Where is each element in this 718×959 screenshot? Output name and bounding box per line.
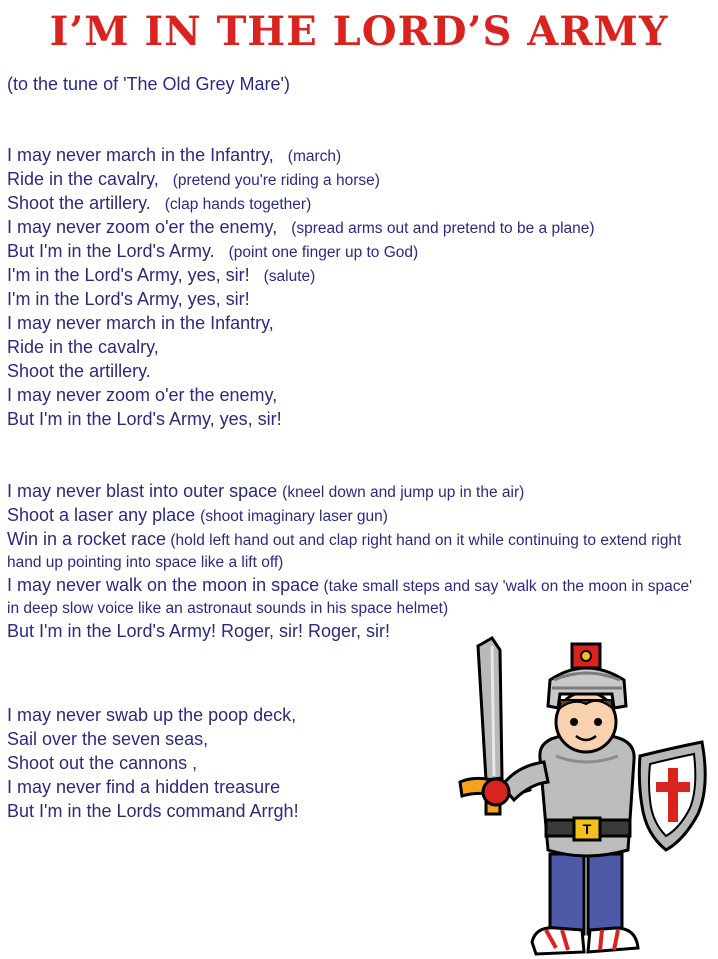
verse1-line-4 <box>7 216 595 240</box>
action-note: (point one finger up to God) <box>228 244 419 261</box>
lyric: I may never walk on the moon in space <box>7 575 320 595</box>
action-note: (clap hands together) <box>164 196 312 213</box>
verse2-line-2 <box>7 504 388 528</box>
verse1-line-9: Ride in the cavalry, <box>7 337 159 357</box>
verse1-line-8: I may never march in the Infantry, <box>7 313 274 333</box>
lyric: Shoot the artillery. <box>7 193 151 213</box>
verse2-line-4 <box>7 574 702 620</box>
lyric: I may never march in the Infantry, <box>7 145 274 165</box>
verse1-line-12: But I'm in the Lord's Army, yes, sir! <box>7 409 282 429</box>
svg-text:T: T <box>582 821 592 837</box>
verse1-line-3 <box>7 192 311 216</box>
tune-subtitle: (to the tune of 'The Old Grey Mare') <box>7 74 290 94</box>
verse2-line-5: But I'm in the Lord's Army! Roger, sir! Roger, sir! <box>7 621 391 641</box>
page-title: I’M IN THE LORD’S ARMY <box>49 8 669 55</box>
shield-icon <box>639 742 705 850</box>
lyric: Ride in the cavalry, <box>7 169 159 189</box>
verse1-line-5 <box>7 240 418 264</box>
verse3-line-1: I may never swab up the poop deck, <box>7 705 297 725</box>
action-note: (march) <box>287 148 342 165</box>
action-note: (salute) <box>263 268 316 285</box>
verse1-line-1 <box>7 144 341 168</box>
action-note: (take small steps and say 'walk on the moon in space' in deep slow voice like an astronaut sounds in his space helmet) <box>7 578 693 617</box>
verse3-line-3: Shoot out the cannons , <box>7 753 198 773</box>
action-note: (hold left hand out and clap right hand on it while continuing to extend right hand up pointing into space like a lift off) <box>7 532 682 571</box>
verse2-line-1 <box>7 480 524 504</box>
verse3-line-4: I may never find a hidden treasure <box>7 777 281 797</box>
lyric: Win in a rocket race <box>7 529 167 549</box>
verse3-line-2: Sail over the seven seas, <box>7 729 209 749</box>
verse1-line-6 <box>7 264 315 288</box>
verse1-line-10: Shoot the artillery. <box>7 361 151 381</box>
lyric: I may never blast into outer space <box>7 481 278 501</box>
action-note: (spread arms out and pretend to be a plane) <box>291 220 595 237</box>
verse3-line-5: But I'm in the Lords command Arrgh! <box>7 801 299 821</box>
action-note: (kneel down and jump up in the air) <box>282 484 525 501</box>
lyric: But I'm in the Lord's Army. <box>7 241 215 261</box>
verse1-line-11: I may never zoom o'er the enemy, <box>7 385 278 405</box>
action-note: (shoot imaginary laser gun) <box>200 508 388 525</box>
lyric: Shoot a laser any place <box>7 505 196 525</box>
verse1-line-2 <box>7 168 380 192</box>
verse1-line-7: I'm in the Lord's Army, yes, sir! <box>7 289 250 309</box>
action-note: (pretend you're riding a horse) <box>172 172 380 189</box>
knight-illustration <box>452 636 712 959</box>
lyric: I may never zoom o'er the enemy, <box>7 217 278 237</box>
verse2-line-3 <box>7 528 702 574</box>
lyric: I'm in the Lord's Army, yes, sir! <box>7 265 250 285</box>
